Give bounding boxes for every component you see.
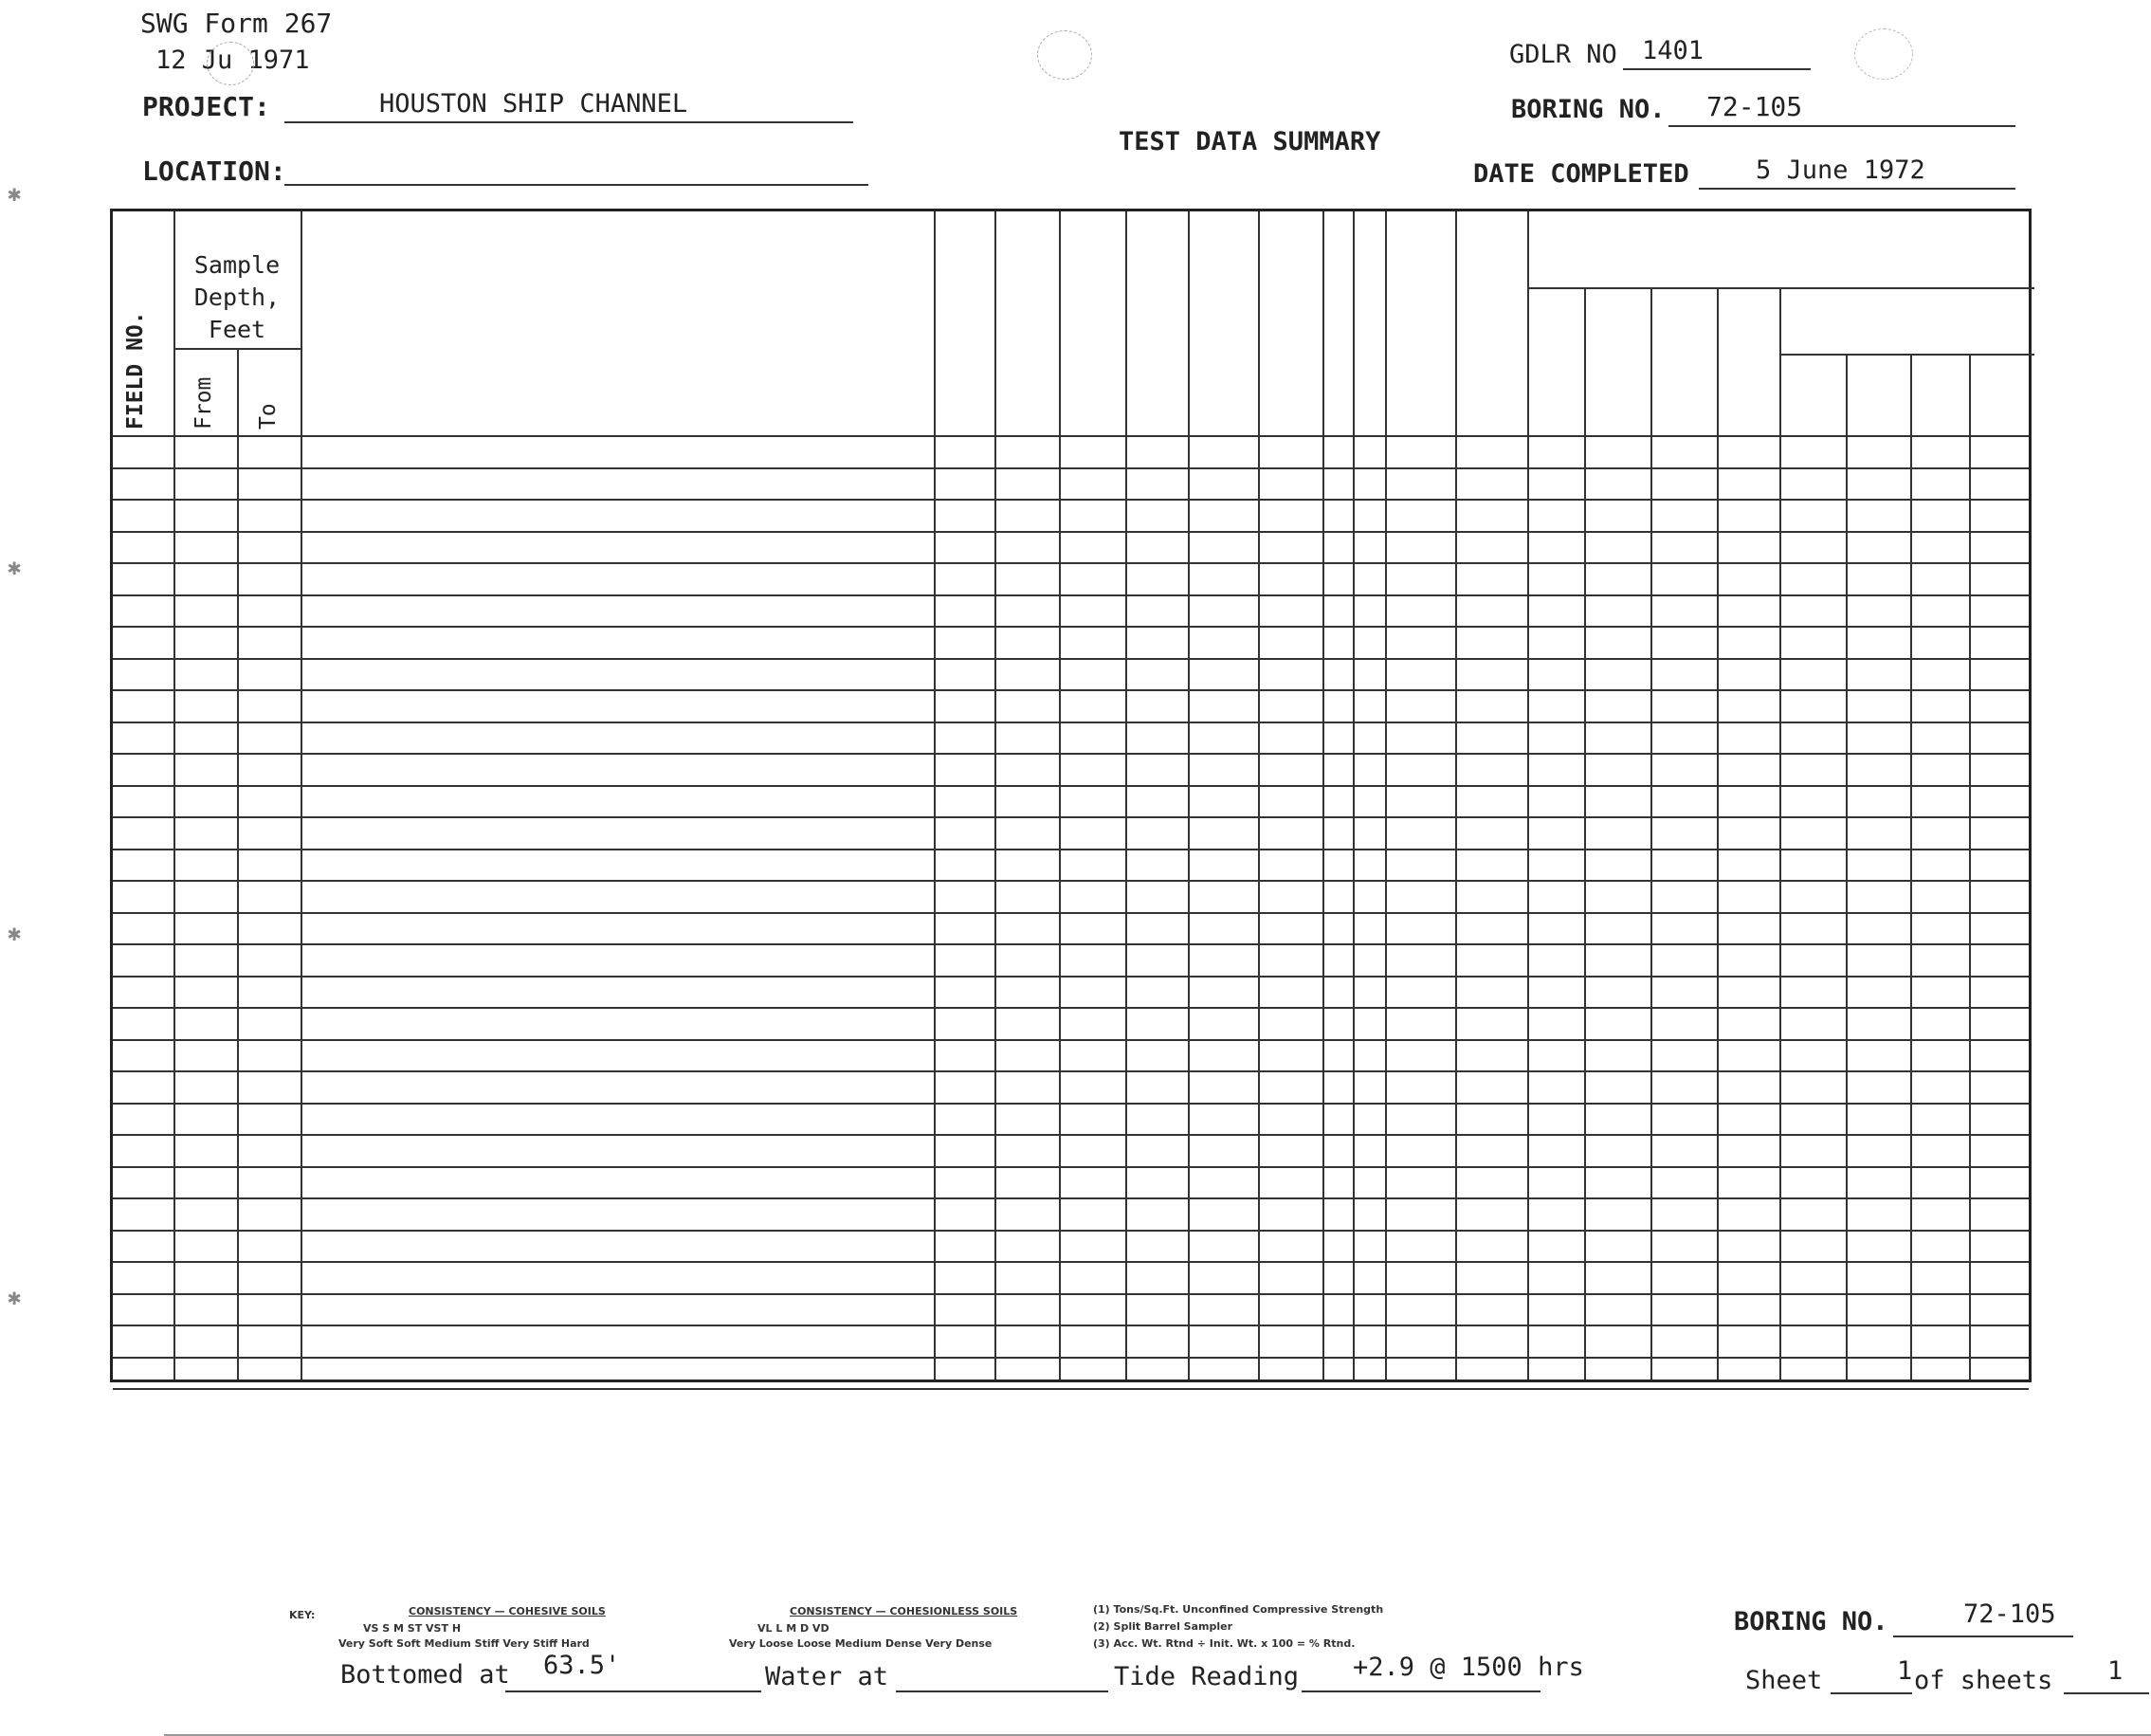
tide-value: +2.9 @ 1500 hrs: [1353, 1653, 1584, 1682]
binding-mark: ✱: [8, 920, 22, 946]
bottomed-label: Bottomed at: [340, 1660, 510, 1690]
date-completed-value: 5 June 1972: [1756, 155, 1925, 185]
bottomed-underline: [505, 1690, 761, 1692]
project-underline: [284, 121, 853, 123]
row-divider: [113, 849, 2029, 850]
test-data-table: [110, 209, 2124, 1695]
punch-mark: [1037, 30, 1092, 80]
row-divider: [113, 658, 2029, 660]
row-divider: [113, 816, 2029, 818]
key-note-2: (2) Split Barrel Sampler: [1093, 1620, 1233, 1633]
water-label: Water at: [765, 1662, 889, 1691]
row-divider: [113, 435, 2029, 437]
row-divider: [113, 1039, 2029, 1041]
header-field-no: FIELD NO.: [123, 311, 148, 429]
key-cohesionless-title: CONSISTENCY — COHESIONLESS SOILS: [790, 1605, 1018, 1617]
row-divider: [113, 1357, 2029, 1359]
row-divider: [113, 1070, 2029, 1072]
tide-label: Tide Reading: [1114, 1662, 1300, 1691]
gdlr-value: 1401: [1642, 36, 1704, 65]
gdlr-label: GDLR NO: [1509, 40, 1617, 69]
key-note-1: (1) Tons/Sq.Ft. Unconfined Compressive Strength: [1093, 1603, 1384, 1616]
key-cohesive-title: CONSISTENCY — COHESIVE SOILS: [409, 1605, 606, 1617]
row-divider: [113, 689, 2029, 691]
row-divider: [113, 1325, 2029, 1326]
summary-title: TEST DATA SUMMARY: [1119, 127, 1381, 156]
bottomed-value: 63.5': [543, 1651, 621, 1680]
location-underline: [284, 184, 868, 186]
row-divider: [113, 880, 2029, 882]
footer-boring-label: BORING NO.: [1734, 1607, 1888, 1636]
row-divider: [113, 943, 2029, 945]
row-divider: [113, 722, 2029, 723]
key-cohesionless-abbr: VL L M D VD: [757, 1622, 829, 1635]
of-sheets-value: 1: [2107, 1656, 2124, 1686]
binding-mark: ✱: [8, 180, 22, 207]
row-divider: [113, 562, 2029, 564]
header-to: To: [256, 403, 281, 429]
row-divider: [113, 1197, 2029, 1199]
row-divider: [113, 531, 2029, 533]
key-label: KEY:: [289, 1609, 316, 1621]
row-divider: [113, 499, 2029, 501]
of-sheets-label: of sheets: [1914, 1666, 2053, 1695]
key-cohesive-abbr: VS S M ST VST H: [363, 1622, 462, 1635]
sheet-label: Sheet: [1745, 1666, 1823, 1695]
sheet-value: 1: [1897, 1656, 1913, 1686]
key-note-3: (3) Acc. Wt. Rtnd ÷ Init. Wt. x 100 = % Rtnd.: [1093, 1637, 1356, 1650]
tide-underline: [1302, 1690, 1540, 1692]
key-cohesive-words: Very Soft Soft Medium Stiff Very Stiff Hard: [338, 1637, 590, 1650]
row-divider: [113, 467, 2029, 469]
form-date: 12 Ju 1971: [155, 46, 310, 75]
water-underline: [896, 1690, 1108, 1692]
date-completed-label: DATE COMPLETED: [1473, 159, 1689, 189]
punch-mark: [207, 42, 254, 85]
binding-mark: ✱: [8, 1284, 22, 1310]
row-divider: [113, 594, 2029, 596]
gdlr-underline: [1623, 68, 1811, 70]
row-divider: [113, 912, 2029, 914]
row-divider: [113, 1134, 2029, 1136]
row-divider: [113, 785, 2029, 787]
punch-mark: [1854, 28, 1913, 80]
footer-boring-value: 72-105: [1963, 1599, 2056, 1629]
of-sheets-underline: [2064, 1692, 2149, 1694]
boring-label: BORING NO.: [1511, 95, 1666, 124]
row-divider: [113, 1293, 2029, 1295]
location-label: LOCATION:: [142, 155, 286, 187]
row-divider: [113, 1261, 2029, 1263]
binding-mark: ✱: [8, 554, 22, 580]
row-divider: [113, 1230, 2029, 1232]
row-divider: [113, 1007, 2029, 1009]
row-divider: [113, 1388, 2029, 1390]
row-divider: [113, 976, 2029, 978]
footer-boring-underline: [1893, 1635, 2073, 1637]
key-cohesionless-words: Very Loose Loose Medium Dense Very Dense: [729, 1637, 993, 1650]
boring-value: 72-105: [1706, 91, 1803, 122]
date-completed-underline: [1699, 188, 2015, 190]
project-value: HOUSTON SHIP CHANNEL: [379, 89, 688, 119]
boring-underline: [1668, 125, 2015, 127]
row-divider: [113, 1166, 2029, 1168]
project-label: PROJECT:: [142, 91, 270, 122]
row-divider: [113, 626, 2029, 628]
header-from: From: [191, 376, 216, 429]
row-divider: [113, 753, 2029, 755]
row-divider: [113, 1103, 2029, 1105]
form-name: SWG Form 267: [140, 8, 333, 39]
sheet-underline: [1831, 1692, 1912, 1694]
header-sample-depth: Sample Depth, Feet: [193, 251, 281, 343]
